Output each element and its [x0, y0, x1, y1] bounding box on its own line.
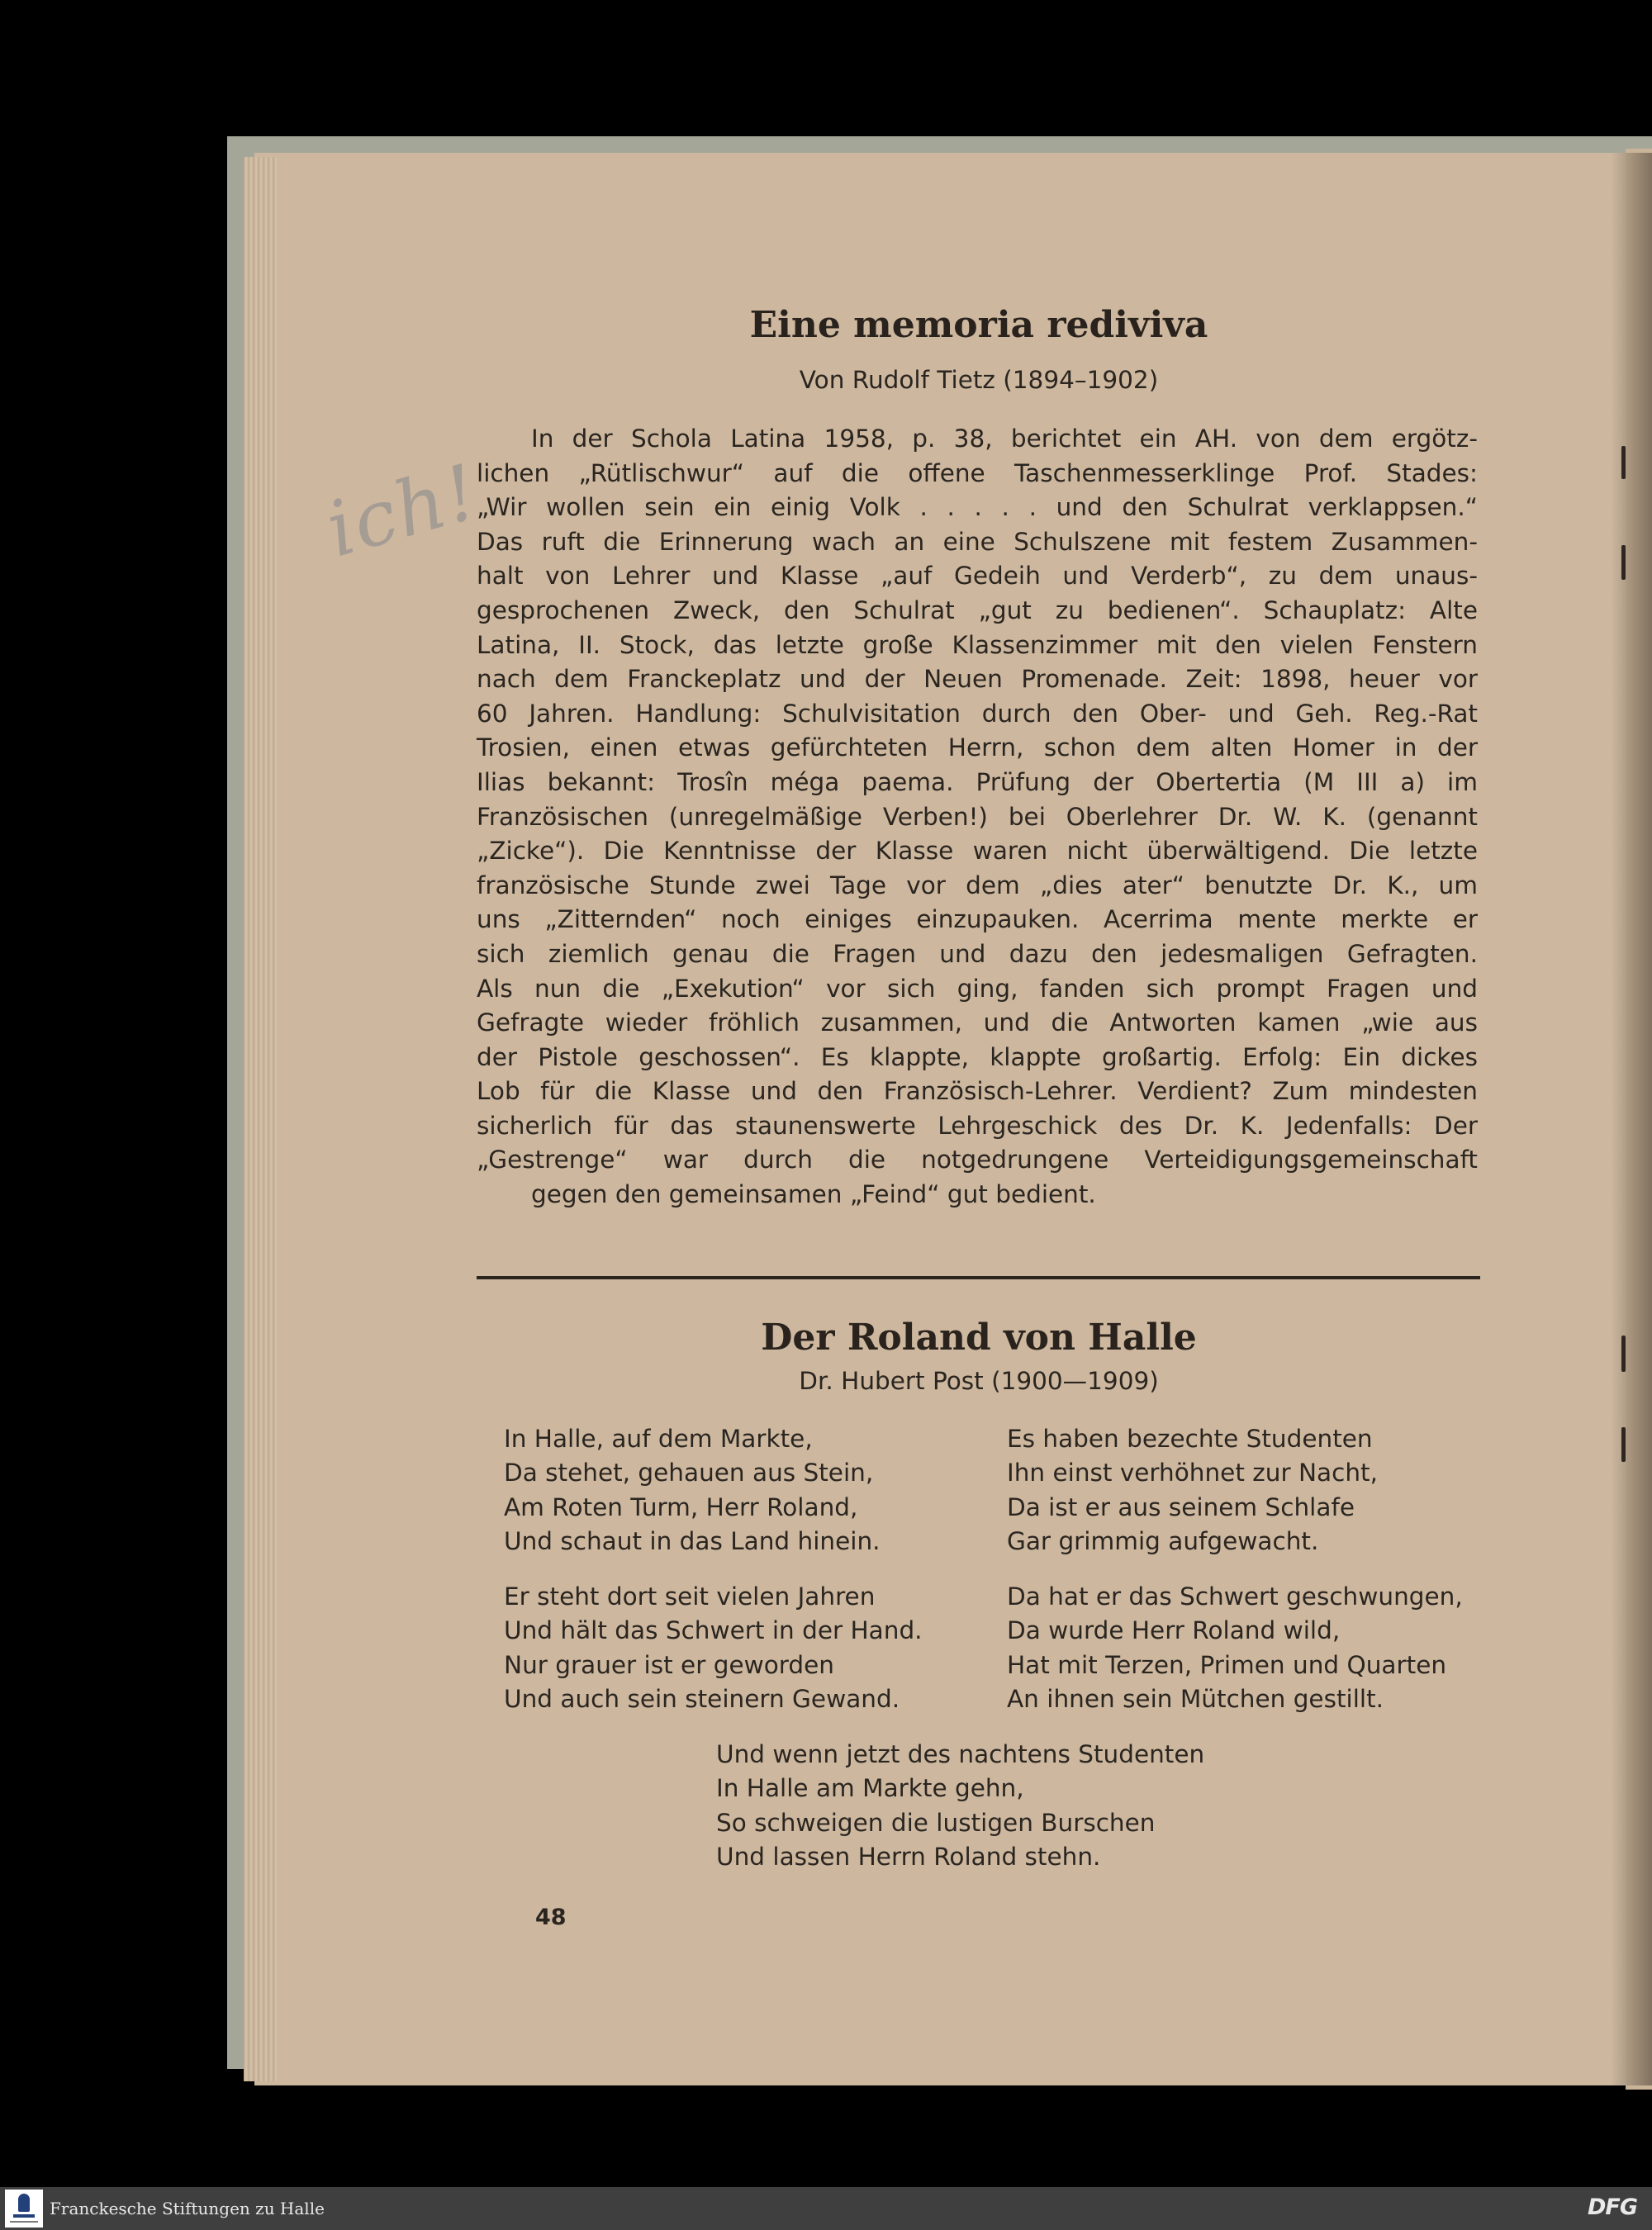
body-line: Trosien, einen etwas gefürchteten Herrn, schon dem alten Homer in der — [477, 733, 1478, 762]
poem-line: Gar grimmig aufgewacht. — [1007, 1526, 1319, 1555]
body-line: französische Stunde zwei Tage vor dem „dies ater“ benutzte Dr. K., um — [477, 871, 1478, 899]
body-line: halt von Lehrer und Klasse „auf Gedeih und Verderb“, zu dem unaus- — [477, 562, 1478, 591]
poem-line: Da ist er aus seinem Schlafe — [1007, 1492, 1355, 1521]
poem-title: Der Roland von Halle — [761, 1317, 1197, 1359]
poem-stanza — [1007, 1422, 1378, 1559]
poem-line: In Halle, auf dem Markte, — [504, 1425, 813, 1453]
body-line: Als nun die „Exekution“ vor sich ging, fanden sich prompt Fragen und — [477, 974, 1478, 1003]
body-line: Ilias bekannt: Trosîn méga paema. Prüfung der Obertertia (M III a) im — [477, 767, 1478, 796]
poem-line: Und lassen Herrn Roland stehn. — [716, 1842, 1101, 1871]
poem-line: Und schaut in das Land hinein. — [504, 1526, 881, 1555]
article-body — [477, 422, 1478, 1212]
body-line: sicherlich für das staunenswerte Lehrgeschick des Dr. K. Jedenfalls: Der — [477, 1111, 1478, 1140]
page-edges — [244, 157, 277, 2081]
poem-line: Ihn einst verhöhnet zur Nacht, — [1007, 1459, 1378, 1487]
body-line: „Zicke“). Die Kenntnisse der Klasse waren nicht überwältigend. Die letzte — [477, 837, 1478, 866]
poem-line: Und wenn jetzt des nachtens Studenten — [716, 1740, 1205, 1768]
body-line: In der Schola Latina 1958, p. 38, berichtet ein AH. von dem ergötz- — [531, 425, 1478, 453]
body-line: Lob für die Klasse und den Französisch-Lehrer. Verdient? Zum mindesten — [477, 1077, 1478, 1106]
dfg-logo[interactable]: DFG — [1587, 2194, 1637, 2220]
poem-stanza — [504, 1580, 923, 1716]
institution-logo-icon[interactable] — [5, 2190, 43, 2228]
poem-byline: Dr. Hubert Post (1900—1909) — [799, 1367, 1159, 1395]
handwritten-note: ich! — [316, 447, 489, 575]
poem-line: An ihnen sein Mütchen gestillt. — [1007, 1684, 1384, 1713]
poem-line: Am Roten Turm, Herr Roland, — [504, 1492, 858, 1521]
article-title: Eine memoria rediviva — [749, 304, 1208, 346]
binding-mark — [1621, 1427, 1626, 1462]
body-line: Gefragte wieder fröhlich zusammen, und die Antworten kamen „wie aus — [477, 1008, 1478, 1037]
body-line: „Wir wollen sein ein einig Volk . . . . . und den Schulrat verklappsen.“ — [477, 493, 1478, 522]
binding-mark — [1621, 446, 1626, 479]
poem-line: Und auch sein steinern Gewand. — [504, 1684, 900, 1713]
poem-stanza — [716, 1738, 1204, 1874]
poem-line: Und hält das Schwert in der Hand. — [504, 1616, 923, 1645]
body-line: 60 Jahren. Handlung: Schulvisitation durch den Ober- und Geh. Reg.-Rat — [477, 699, 1478, 728]
body-line: Latina, II. Stock, das letzte große Klassenzimmer mit den vielen Fenstern — [477, 630, 1478, 659]
binding-mark — [1621, 545, 1626, 580]
poem-line: Hat mit Terzen, Primen und Quarten — [1007, 1650, 1447, 1679]
section-divider — [477, 1276, 1480, 1279]
page-number: 48 — [535, 1905, 567, 1930]
poem-line: Nur grauer ist er geworden — [504, 1650, 834, 1679]
page-gutter-shadow — [1611, 153, 1652, 2085]
poem-line: Da wurde Herr Roland wild, — [1007, 1616, 1341, 1645]
body-line: uns „Zitternden“ noch einiges einzupauken. Acerrima mente merkte er — [477, 905, 1478, 934]
poem-stanza — [504, 1422, 881, 1559]
article-byline: Von Rudolf Tietz (1894–1902) — [799, 366, 1159, 394]
binding-mark — [1621, 1336, 1626, 1372]
body-line: „Gestrenge“ war durch die notgedrungene Verteidigungsgemeinschaft — [477, 1146, 1478, 1174]
poem-line: Es haben bezechte Studenten — [1007, 1425, 1373, 1453]
poem-line: Da stehet, gehauen aus Stein, — [504, 1459, 874, 1487]
poem-line: Er steht dort seit vielen Jahren — [504, 1582, 876, 1611]
poem-line: Da hat er das Schwert geschwungen, — [1007, 1582, 1463, 1611]
body-line: gesprochenen Zweck, den Schulrat „gut zu bedienen“. Schauplatz: Alte — [477, 595, 1478, 624]
body-line: sich ziemlich genau die Fragen und dazu den jedesmaligen Gefragten. — [477, 939, 1478, 968]
body-line: gegen den gemeinsamen „Feind“ gut bedient. — [531, 1180, 1096, 1209]
poem-line: So schweigen die lustigen Burschen — [716, 1808, 1156, 1837]
body-line: lichen „Rütlischwur“ auf die offene Taschenmesserklinge Prof. Stades: — [477, 458, 1478, 487]
body-line: der Pistole geschossen“. Es klappte, klappte großartig. Erfolg: Ein dickes — [477, 1042, 1478, 1071]
body-line: Französischen (unregelmäßige Verben!) bei Oberlehrer Dr. W. K. (genannt — [477, 802, 1478, 831]
poem-line: In Halle am Markte gehn, — [716, 1774, 1024, 1803]
institution-link[interactable]: Franckesche Stiftungen zu Halle — [50, 2199, 325, 2218]
body-line: Das ruft die Erinnerung wach an eine Schulszene mit festem Zusammen- — [477, 527, 1478, 556]
body-line: nach dem Franckeplatz und der Neuen Promenade. Zeit: 1898, heuer vor — [477, 665, 1478, 694]
poem-stanza — [1007, 1580, 1463, 1716]
